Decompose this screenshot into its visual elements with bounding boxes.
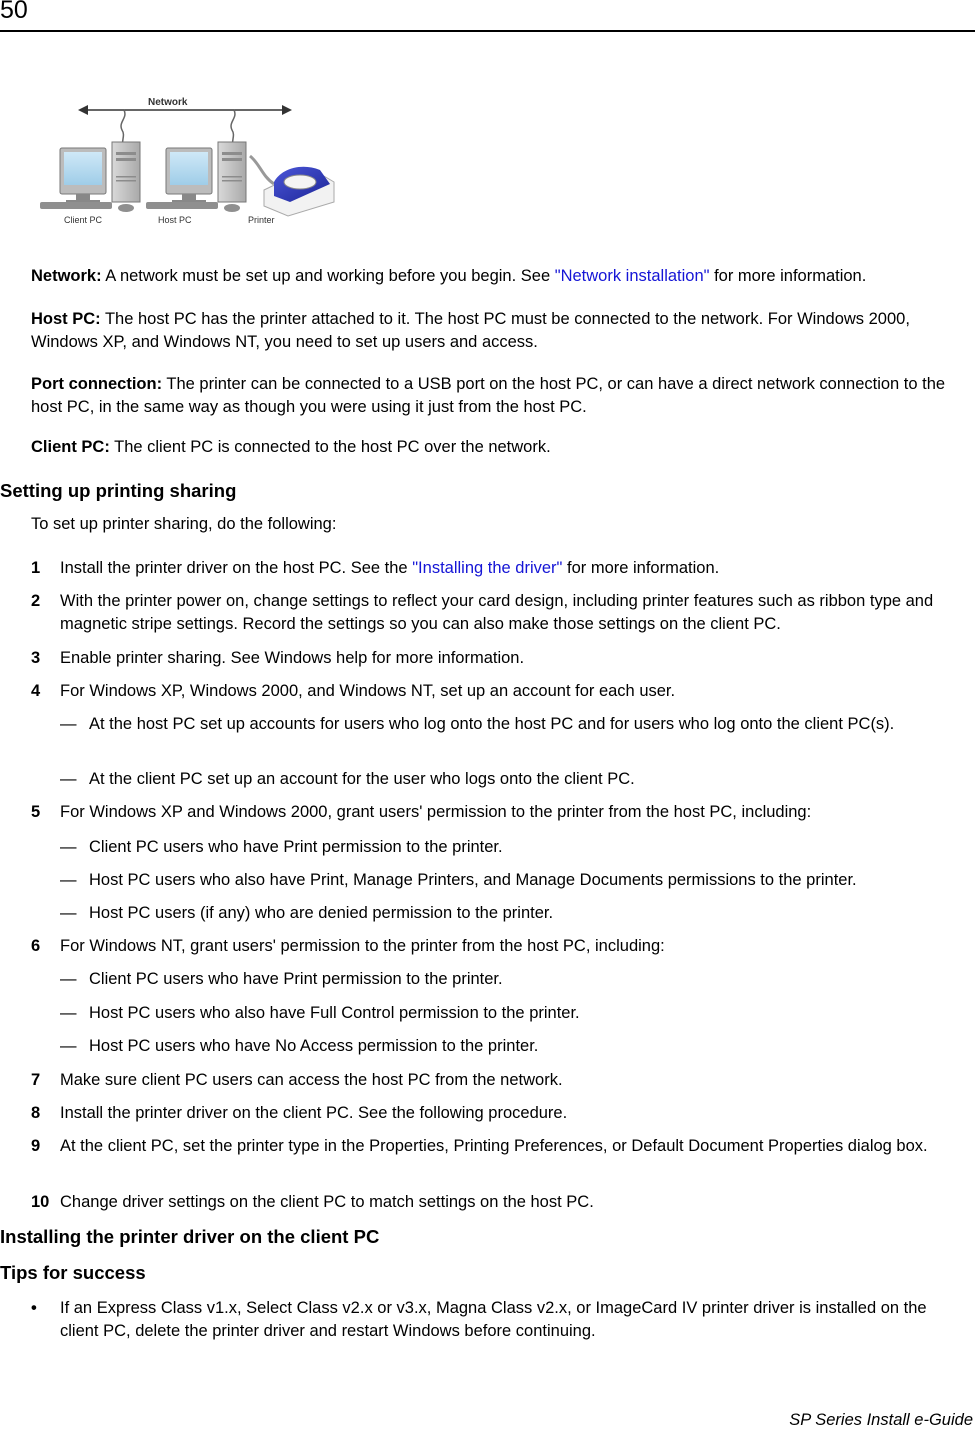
- step-text: Change driver settings on the client PC to match settings on the host PC.: [60, 1193, 594, 1211]
- dash-marker: —: [60, 770, 77, 788]
- sub-item-text: At the client PC set up an account for the user who logs onto the client PC.: [89, 770, 635, 788]
- sub-item: [60, 713, 960, 736]
- bullet-marker: •: [31, 1299, 37, 1317]
- sub-item-text: Host PC users who also have Full Control permission to the printer.: [89, 1004, 580, 1022]
- step-number: 8: [31, 1104, 41, 1122]
- definition-term: Port connection:: [31, 375, 163, 393]
- step-text: At the client PC, set the printer type in the Properties, Printing Preferences, or Default Document Properties dialog box.: [60, 1137, 928, 1155]
- network-label: Network: [148, 97, 188, 108]
- step-3: [31, 647, 971, 670]
- sub-item-text: Host PC users who also have Print, Manage Printers, and Manage Documents permissions to the printer.: [89, 871, 857, 889]
- section-heading-tips: Tips for success: [0, 1262, 146, 1283]
- step-text: With the printer power on, change settings to reflect your card design, including printer features such as ribbon type and magnetic stripe settings. Record the settings so you can also make those settings on the client PC.: [60, 592, 934, 633]
- step-text: For Windows XP, Windows 2000, and Windows NT, set up an account for each user.: [60, 682, 676, 700]
- definition-term: Client PC:: [31, 438, 110, 456]
- dash-marker: —: [60, 871, 77, 889]
- sub-item-text: Client PC users who have Print permission to the printer.: [89, 970, 503, 988]
- step-5: [31, 801, 971, 824]
- sub-item: [60, 902, 960, 925]
- header-rule: [0, 30, 975, 32]
- dash-marker: —: [60, 838, 77, 856]
- step-number: 6: [31, 937, 41, 955]
- tip-text: If an Express Class v1.x, Select Class v2.x or v3.x, Magna Class v2.x, or ImageCard IV printer driver is installed on the client PC, delete the printer driver and restart Windows before continuing.: [60, 1299, 927, 1340]
- dash-marker: —: [60, 1004, 77, 1022]
- step-4: [31, 680, 971, 703]
- step-text: Install the printer driver on the client PC. See the following procedure.: [60, 1104, 568, 1122]
- step-number: 5: [31, 803, 41, 821]
- sub-item-text: At the host PC set up accounts for users who log onto the host PC and for users who log onto the client PC(s).: [89, 715, 895, 733]
- definition-term: Host PC:: [31, 310, 101, 328]
- footer-title: SP Series Install e-Guide: [789, 1411, 973, 1429]
- client-pc-illustration: [40, 142, 140, 212]
- sub-item: [60, 768, 960, 791]
- step-8: [31, 1102, 971, 1125]
- sub-item: [60, 1035, 960, 1058]
- step-number: 4: [31, 682, 41, 700]
- sub-item-text: Client PC users who have Print permission to the printer.: [89, 838, 503, 856]
- sub-item-text: Host PC users who have No Access permission to the printer.: [89, 1037, 539, 1055]
- step-number: 10: [31, 1193, 50, 1211]
- sub-item-text: Host PC users (if any) who are denied permission to the printer.: [89, 904, 554, 922]
- sub-item: [60, 869, 960, 892]
- sub-item: [60, 1002, 960, 1025]
- step-text: Enable printer sharing. See Windows help for more information.: [60, 649, 525, 667]
- step-text: For Windows NT, grant users' permission to the printer from the host PC, including:: [60, 937, 665, 955]
- client-pc-label: Client PC: [64, 215, 103, 225]
- dash-marker: —: [60, 715, 77, 733]
- host-pc-label: Host PC: [158, 215, 192, 225]
- sub-item: [60, 968, 960, 991]
- installing-driver-link[interactable]: "Installing the driver": [412, 559, 563, 577]
- printer-illustration: [264, 167, 334, 216]
- step-10: [31, 1191, 971, 1214]
- definition-term: Network:: [31, 267, 102, 285]
- network-diagram: [38, 86, 338, 236]
- section-heading-sharing: Setting up printing sharing: [0, 480, 237, 501]
- step-2: [31, 590, 971, 636]
- section-heading-client-driver: Installing the printer driver on the client PC: [0, 1226, 380, 1247]
- step-text: For Windows XP and Windows 2000, grant users' permission to the printer from the host PC, including:: [60, 803, 812, 821]
- definition-client-pc: Client PC: The client PC is connected to the host PC over the network.: [31, 438, 551, 456]
- host-pc-illustration: [146, 142, 246, 212]
- sub-item: [60, 836, 960, 859]
- printer-label: Printer: [248, 215, 275, 225]
- step-7: [31, 1069, 971, 1092]
- step-9: [31, 1135, 971, 1158]
- network-installation-link[interactable]: "Network installation": [554, 267, 710, 285]
- definition-host-pc: Host PC: The host PC has the printer attached to it. The host PC must be connected to the network. For Windows 2000, Windows XP, and Windows NT, you need to set up users and access.: [31, 310, 910, 351]
- step-number: 9: [31, 1137, 41, 1155]
- dash-marker: —: [60, 970, 77, 988]
- step-number: 7: [31, 1071, 41, 1089]
- dash-marker: —: [60, 904, 77, 922]
- step-number: 1: [31, 559, 41, 577]
- step-6: [31, 935, 971, 958]
- definition-network: Network: A network must be set up and working before you begin. See "Network installation" for more information.: [31, 267, 867, 285]
- page-number: 50: [0, 0, 28, 24]
- step-text: Make sure client PC users can access the host PC from the network.: [60, 1071, 563, 1089]
- step-number: 3: [31, 649, 41, 667]
- dash-marker: —: [60, 1037, 77, 1055]
- step-number: 2: [31, 592, 41, 610]
- step-1: 1 Install the printer driver on the host PC. See the "Installing the driver" for more information.: [31, 557, 971, 580]
- definition-port-connection: Port connection: The printer can be connected to a USB port on the host PC, or can have a direct network connection to the host PC, in the same way as though you were using it just from the host PC.: [31, 375, 946, 416]
- section-intro: To set up printer sharing, do the following:: [31, 515, 337, 533]
- tip-item: [31, 1297, 931, 1343]
